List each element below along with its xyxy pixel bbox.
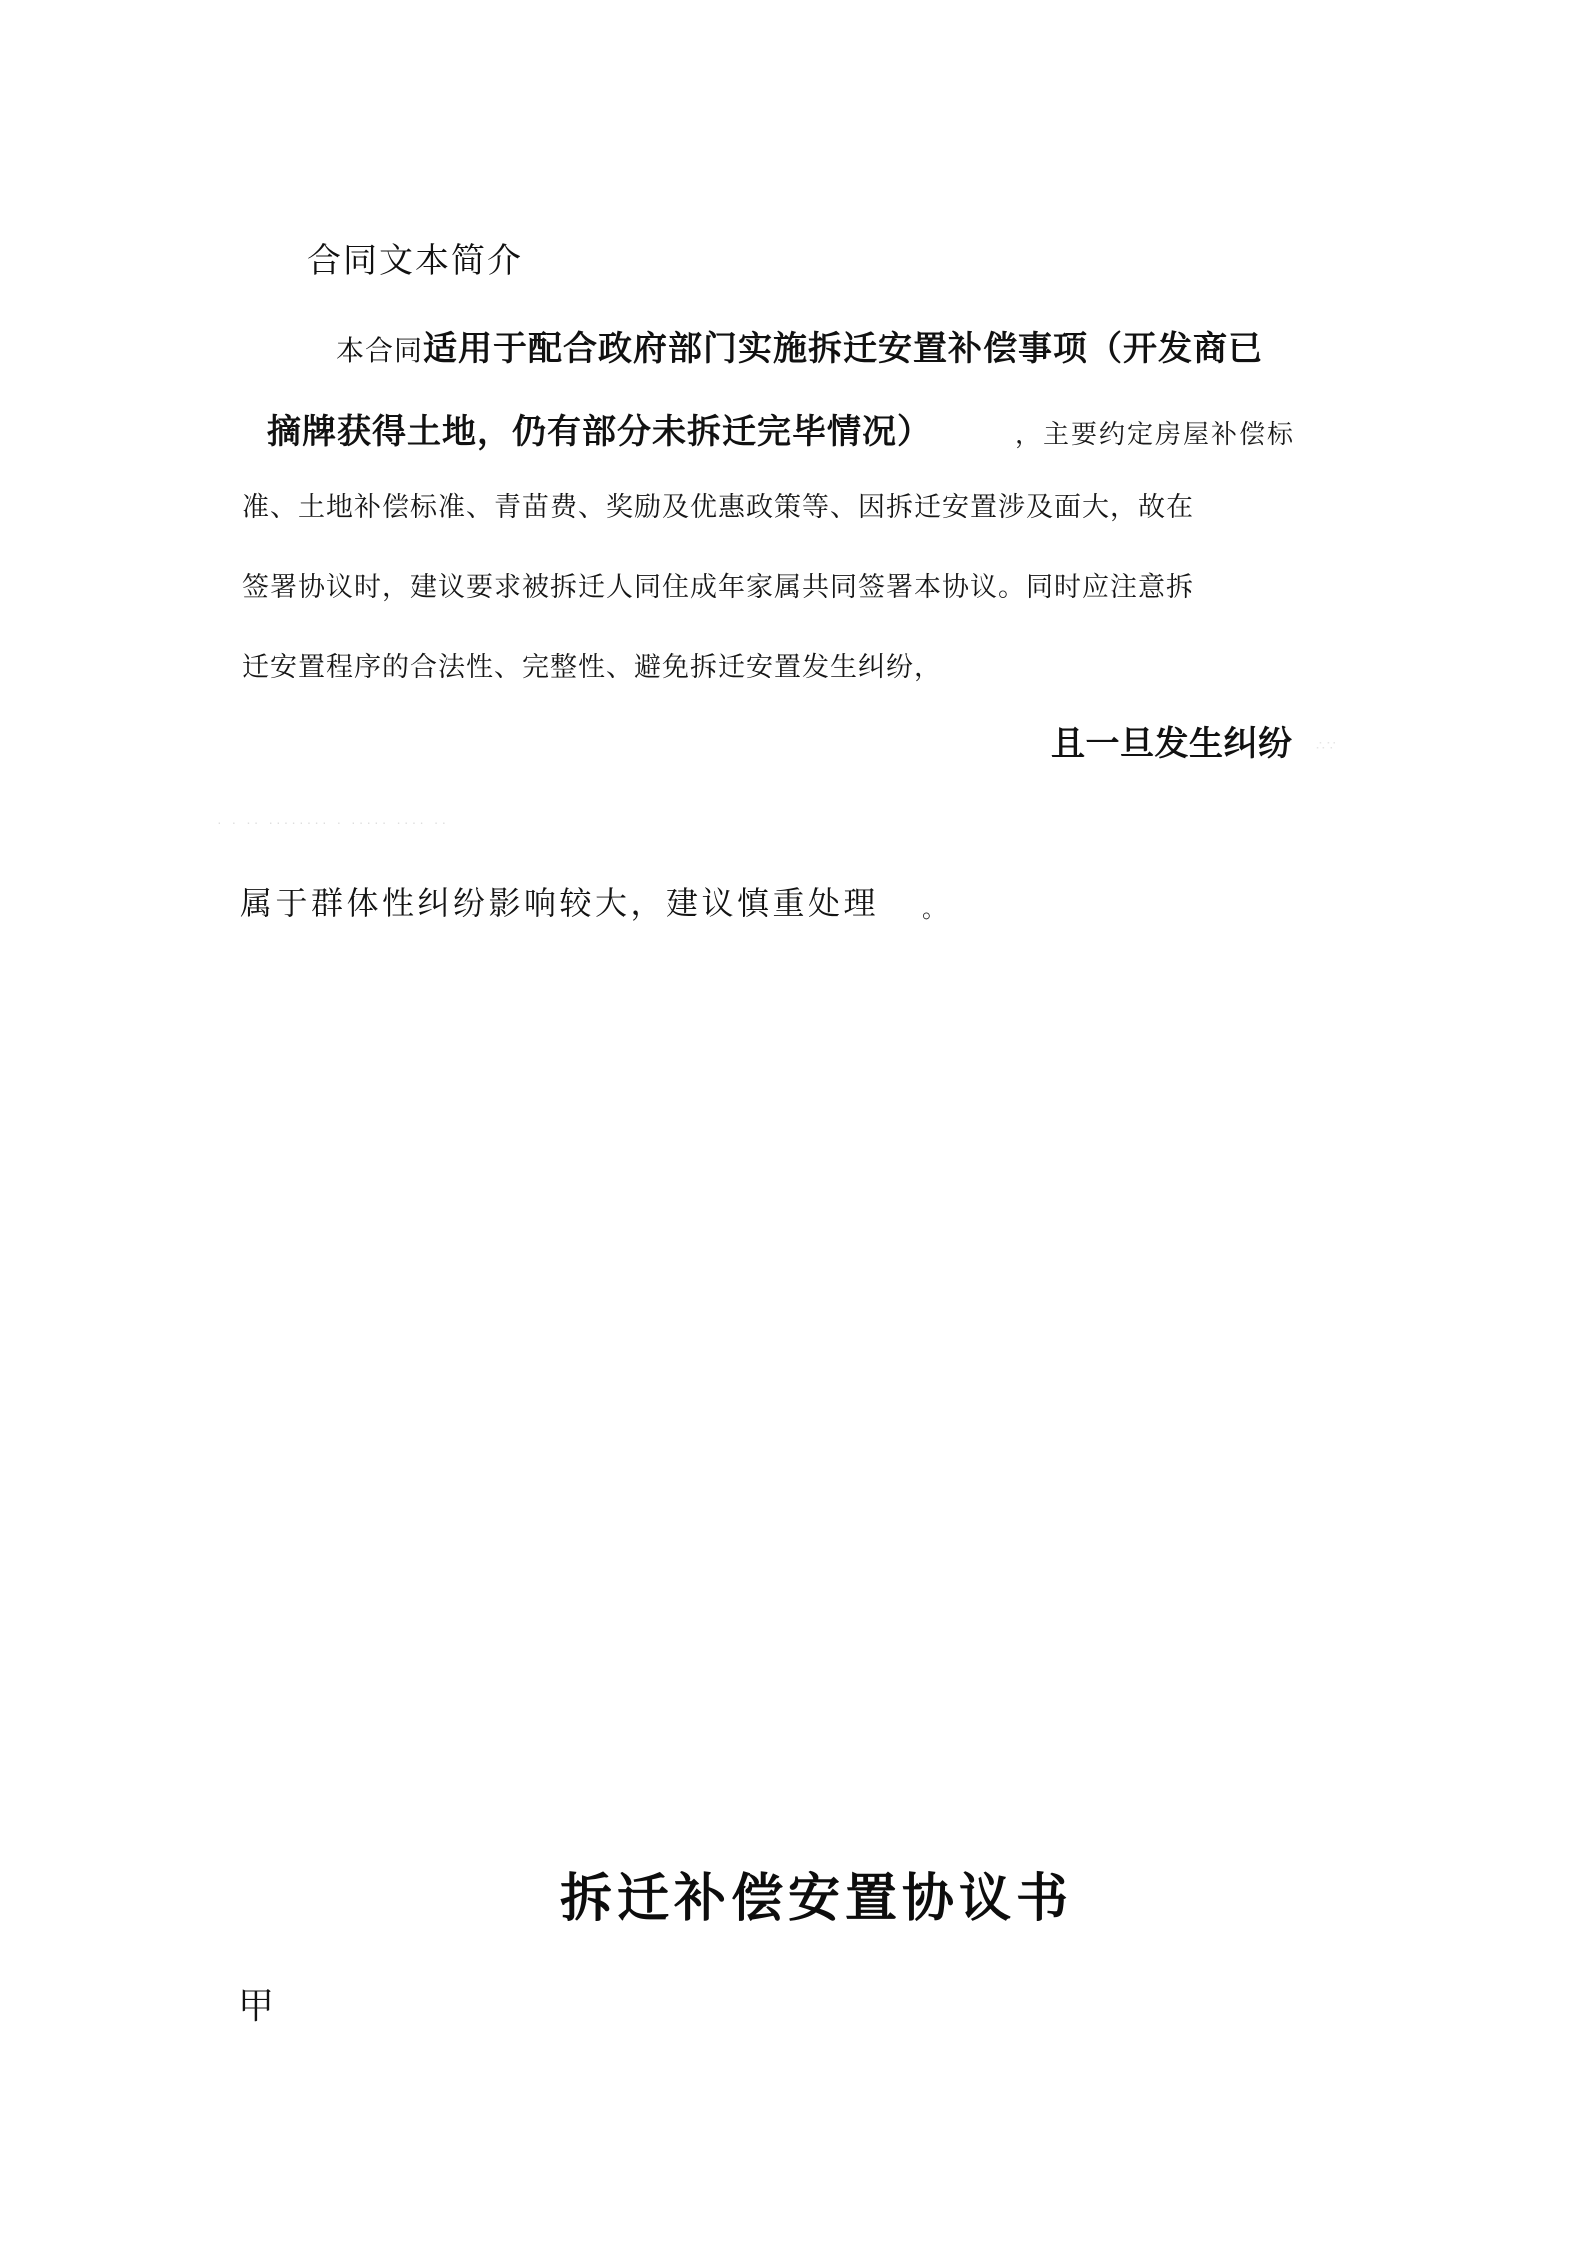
intro-paragraph-line4: 签署协议时，建议要求被拆迁人同住成年家属共同签署本协议。同时应注意拆 xyxy=(242,572,1194,602)
intro-line2-small-text: ，主要约定房屋补偿标 xyxy=(1015,419,1296,449)
faint-watermark-text: · · ·· ········ · ····· ···· ·· xyxy=(217,814,450,830)
dispute-callout-text: 且一旦发生纠纷 xyxy=(1051,725,1293,763)
agreement-title: 拆迁补偿安置协议书 xyxy=(560,1870,1074,1928)
party-a-label: 甲 xyxy=(238,1985,275,2026)
intro-paragraph-line2 xyxy=(267,413,1295,452)
intro-paragraph-line1 xyxy=(336,330,1263,369)
intro-heading: 合同文本简介 xyxy=(307,242,523,280)
intro-line1-bold-text: 适用于配合政府部门实施拆迁安置补偿事项（开发商已 xyxy=(423,330,1264,368)
intro-lead-text: 本合同 xyxy=(336,335,424,366)
intro-paragraph-line3: 准、土地补偿标准、青苗费、奖励及优惠政策等、因拆迁安置涉及面大，故在 xyxy=(242,492,1194,522)
intro-paragraph-line5: 迁安置程序的合法性、完整性、避免拆迁安置发生纠纷， xyxy=(242,652,942,682)
intro-line2-bold-text: 摘牌获得土地，仍有部分未拆迁完毕情况） xyxy=(267,413,915,451)
faint-smudge-mark: ∴∵ xyxy=(1316,737,1338,753)
conclusion-period: 。 xyxy=(922,896,946,923)
conclusion-text: 属于群体性纠纷影响较大，建议慎重处理 xyxy=(240,885,880,921)
